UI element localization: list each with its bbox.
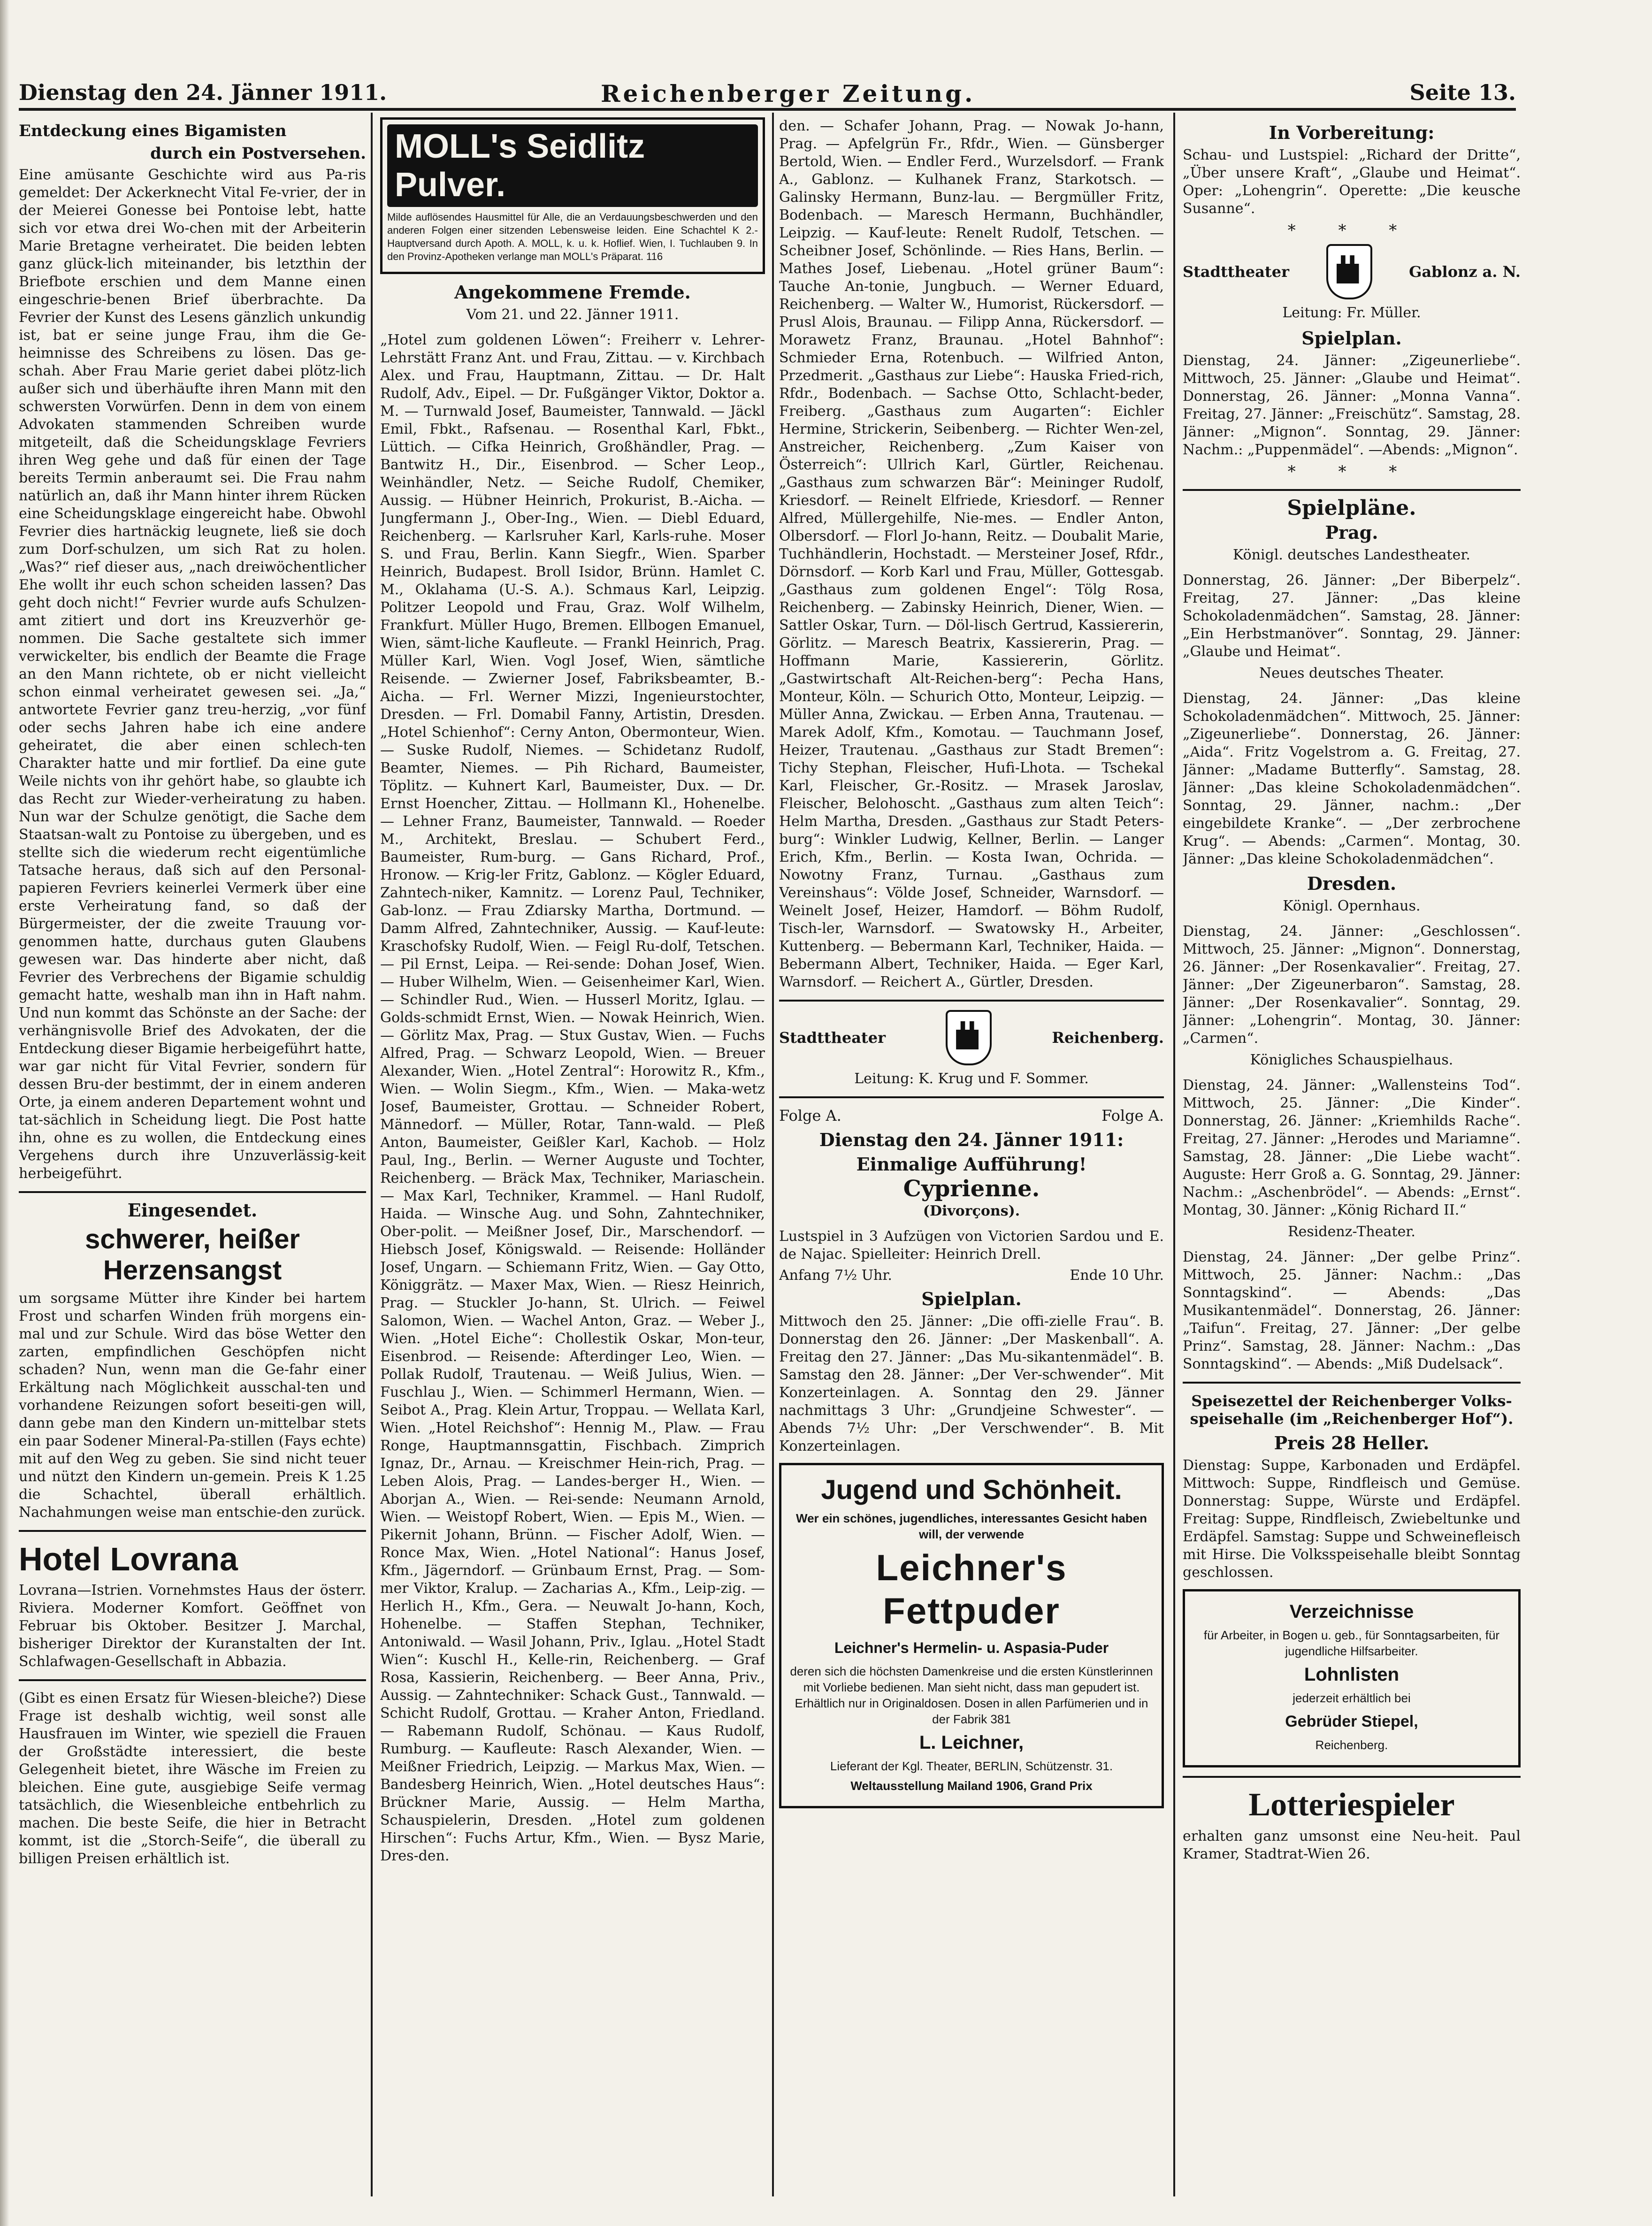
ad-line: Lieferant der Kgl. Theater, BERLIN, Schützenstr. 31.: [830, 1759, 1113, 1773]
folge-row: [779, 1107, 1164, 1124]
ad-title: Lohnlisten: [1304, 1664, 1400, 1685]
ad-line: Leichner's Hermelin- u. Aspasia-Puder: [834, 1639, 1109, 1656]
menu-text: Dienstag: Suppe, Karbonaden und Erdäpfel. Mittwoch: Suppe, Rindfleisch und Gemüse. Donnerstag: Suppe, Würste und Erdäpfel. Freitag: Suppe, Rindfleisch, Zwiebeltunke und Erdäpfel. Samstag: Suppe und Schweinefleisch mit Hirse. Die Volksspeisehalle bleibt Sonntag geschlossen.: [1183, 1457, 1521, 1581]
city-title: Dresden.: [1307, 873, 1397, 894]
spielplan-text: Mittwoch den 25. Jänner: „Die offi-zielle Frau“. B. Donnerstag den 26. Jänner: „Der Maskenball“. A. Freitag den 27. Jänner: „Das Mu-sikantenmädel“. B. Samstag den 28. Jänner: „Der Ver-schwender“. Mit Konzerteinlagen. A. Sonntag den 29. Jänner nachmittags 3 Uhr: „Grundjeine Schwester“. — Abends 7½ Uhr: „Der Verschwender“. B. Mit Konzerteinlagen.: [779, 1313, 1164, 1454]
schedule-text: Donnerstag, 26. Jänner: „Der Biberpelz“. Freitag, 27. Jänner: „Das kleine Schokoladenmädchen“. Samstag, 28. Jänner: „Ein Herbstmanöver“. Sonntag, 29. Jänner: „Glaube und Heimat“.: [1183, 572, 1521, 660]
divider: [1183, 489, 1521, 491]
divider: [19, 1530, 366, 1532]
performance-start: Anfang 7½ Uhr.: [779, 1267, 892, 1284]
column-rule: [772, 113, 774, 2196]
separator-stars: * * *: [1287, 221, 1416, 240]
ad-maker: L. Leichner,: [919, 1732, 1024, 1753]
performance-subtitle: (Divorçons).: [923, 1203, 1020, 1219]
ad-line: Wer ein schönes, jugendliches, interessantes Gesicht haben will, der verwende: [796, 1511, 1147, 1541]
torn-edge: [0, 0, 9, 2226]
header-masthead: Reichenberger Zeitung.: [601, 80, 976, 107]
soap-article: (Gibt es einen Ersatz für Wiesen-bleiche?) Diese Frage ist deshalb wichtig, weil sonst alle Hausfrauen im Winter, wie speziell die Frauen der Großstädte interessiert, die beste Gelegenheit bietet, ihre Wäsche im Freien zu bleichen. Eine gute, ausgiebige Seife vermag tatsächlich, die Wiesenbleiche entbehrlich zu machen. Die beste Seife, die hier in Betracht kommt, ist die „Storch-Seife“, die überall zu billigen Preisen erhältlich ist.: [19, 1690, 366, 1867]
theatre-masthead: [1183, 244, 1521, 299]
theatre-title: Residenz-Theater.: [1288, 1224, 1415, 1240]
theatre-management: Leitung: Fr. Müller.: [1282, 305, 1421, 321]
performance-end: Ende 10 Uhr.: [1070, 1267, 1164, 1284]
ad-firm: Gebrüder Stiepel,: [1285, 1713, 1418, 1730]
article-body: Eine amüsante Geschichte wird aus Pa-ris gemeldet: Der Ackerknecht Vital Fe-vrier, der in der Meierei Gonesse bei Pontoise lebt, hatte sich vor etwa drei Wo-chen mit der Arbeiterin Marie Bretagne verheiratet. Die beiden lebten ganz glück-lich miteinander, bis letzthin der Briefbote erschien und dem Manne einen eingeschrie-benen Brief überbrachte. Da Fevrier der Kunst des Lesens gänzlich unkundig ist, bat er seine junge Frau, ihm die Ge-heimnisse des Schreibens zu lösen. Das ge-schah. Aber Frau Marie geriet dabei plötz-lich außer sich und überhäufte ihren Mann mit den schwersten Vorwürfen. Denn in dem von einem Advokaten stammenden Schreiben wurde mitgeteilt, daß die Scheidungsklage Fevriers ihren Weg gehe und daß für einen der Tage bereits Termin anberaumt sei. Die Frau nahm natürlich an, daß ihr Mann hinter ihrem Rücken eine Scheidungsklage eingereicht habe. Obwohl Fevrier dies hartnäckig leugnete, ließ sie doch zum Dorf-schulzen, um sich Rat zu holen. „Was?“ rief dieser aus, „nach dreiwöchentlicher Ehe wollt ihr euch schon scheiden lassen? Das geht doch nicht!“ Fevrier wurde aufs Schulzen-amt zitiert und dort ins Kreuzverhör ge-nommen. Die Sache gestaltete sich immer verwickelter, bis endlich der Beamte die Frage an den Mann richtete, ob er nicht vielleicht schon einmal verheiratet gewesen sei. „Ja,“ antwortete Fevrier ganz treu-herzig, „vor fünf oder sechs Jahren habe ich eine andere geheiratet, die aber einen schlech-ten Charakter hatte und mir fortlief. Da eine gute Weile nichts von ihr gehört habe, so glaubte ich das Recht zur Wieder-verheiratung zu haben. Nun war der Schulze genötigt, die Sache dem Staatsan-walt zu Pontoise zu übergeben, und es stellte sich die wiederum recht eigentümliche Tatsache heraus, daß sich auf den Personal-papieren Fevriers keinerlei Vermerk über eine erste Verheiratung fand, so daß der Bürgermeister, der die zweite Trauung vor-genommen hatte, durchaus guten Glaubens gewesen war. Das hinderte aber nicht, daß Fevrier des Verbrechens der Bigamie schuldig gemacht hatte, weshalb man ihn in Haft nahm. Und nun kommt das Schönste an der Sache: der verhängnisvolle Brief des Advokaten, der die Entdeckung dieser Bigamie herbeigeführt hatte, war gar nicht für Vital Fevrier, sondern für dessen Bru-der bestimmt, der in einem anderen Orte, ja einem anderen Departement wohnt und tat-sächlich in Scheidung liegt. Die Post hatte ihn, ohne es zu wollen, die Entdeckung eines Vergehens durch ihre Unzuverlässig-keit herbeigeführt.: [19, 167, 366, 1182]
guest-list-continued: den. — Schafer Johann, Prag. — Nowak Jo-hann, Prag. — Apfelgrün Fr., Rfdr., Wien. — Günsberger Bertold, Wien. — Endler Ferd., Wurzelsdorf. — Frank A., Gablonz. — Kulhanek Franz, Starkotsch. — Galinsky Hermann, Bunz-lau. — Bergmüller Fritz, Bodenbach. — Maresch Hermann, Buchhändler, Leipzig. — Kauf-leute: Renelt Rudolf, Tetschen. — Scheibner Josef, Schönlinde. — Ries Hans, Berlin. — Mathes Josef, Liebenau. „Hotel grüner Baum“: Tauche An-tonie, Jungbuch. — Werner Eduard, Reichenberg. — Walter W., Humorist, Rückersdorf. — Prusl Alois, Braunau. — Filipp Anna, Rückersdorf. — Morawetz Franz, Braunau. „Hotel Bahnhof“: Schmieder Erna, Rotenbuch. — Wilfried Anton, Przedmerit. „Gasthaus zur Liebe“: Hauska Fried-rich, Rfdr., Bodenbach. — Sachse Otto, Schlacht-beder, Freiberg. „Gasthaus zum Augarten“: Eichler Hermine, Strickerin, Seibenberg. — Richter Wen-zel, Anstreicher, Reichenberg. „Zum Kaiser von Österreich“: Ullrich Karl, Gürtler, Reichenau. „Gasthaus zum schwarzen Bär“: Meininger Rudolf, Kriesdorf. — Reinelt Elfriede, Kriesdorf. — Renner Alfred, Müllergehilfe, Nie-mes. — Endler Anton, Olbersdorf. — Florl Jo-hann, Reitz. — Doubalit Marie, Tuchhändlerin, Hochstadt. — Mersteiner Josef, Rfdr., Dörnsdorf. — Korb Karl und Frau, Müller, Gottesgab. „Gasthaus zum goldenen Engel“: Tölg Rosa, Reichenberg. — Zabinsky Heinrich, Diener, Wien. — Sattler Oskar, Turn. — Döl-lisch Gertrud, Kassiererin, Görlitz. — Maresch Beatrix, Kassiererin, Prag. — Hoffmann Marie, Kassiererin, Görlitz. „Gastwirtschaft Alt-Reichen-berg“: Pecha Hans, Monteur, Köln. — Schurich Otto, Monteur, Leipzig. — Müller Anna, Zwickau. — Erben Anna, Trautenau. — Marek Adolf, Kfm., Komotau. — Tauchmann Josef, Heizer, Trautenau. „Gasthaus zur Stadt Bremen“: Tichy Stephan, Fleischer, Hufi-Lhota. — Tschekal Karl, Fleischer, Gr.-Rositz. — Mrasek Jaroslav, Fleischer, Belohoscht. „Gasthaus zum alten Teich“: Helm Martha, Dresden. „Gasthaus zur Stadt Peters-burg“: Winkler Ludwig, Kellner, Berlin. — Langer Erich, Kfm., Berlin. — Kosta Iwan, Ochrida. — Nowotny Franz, Turnau. „Gasthaus zum Vereinshaus“: Völde Josef, Schneider, Warnsdorf. — Weinelt Josef, Heizer, Hamdorf. — Böhm Rudolf, Tisch-ler, Warnsdorf. — Swatowsky H., Arbeiter, Kuttenberg. — Bebermann Karl, Techniker, Haida. — Bebermann Albert, Techniker, Haida. — Eger Karl, Warnsdorf. — Reichert A., Gürtler, Dresden.: [779, 118, 1164, 990]
schedule-text: Dienstag, 24. Jänner: „Der gelbe Prinz“. Mittwoch, 25. Jänner: Nachm.: „Das Sonntagskind“. — Abends: „Das Musikantenmädel“. Donnerstag, 26. Jänner: „Taifun“. Freitag, 27. Jänner: „Der gelbe Prinz“. Samstag, 28. Jänner: Nachm.: „Das Sonntagskind“. — Abends: „Miß Dudelsack“.: [1183, 1249, 1521, 1372]
performance-title: Cyprienne.: [903, 1176, 1040, 1202]
moll-banner: MOLL's Seidlitz Pulver.: [387, 124, 758, 207]
theatre-management: Leitung: K. Krug und F. Sommer.: [854, 1071, 1089, 1087]
theatre-name: Stadttheater: [779, 1029, 886, 1047]
divider: [19, 1679, 366, 1681]
column-3: [779, 117, 1164, 2201]
folge-right: Folge A.: [1101, 1107, 1164, 1124]
divider: [1183, 1776, 1521, 1778]
ad-line: Reichenberg.: [1315, 1738, 1388, 1752]
column-1: [19, 117, 366, 2201]
theatre-title: Königl. deutsches Landestheater.: [1233, 547, 1470, 563]
page-header: [19, 75, 1516, 111]
menu-title: Speisezettel der Reichenberger Volks-speisehalle (im „Reichenberger Hof“).: [1190, 1392, 1514, 1428]
theatre-city: Reichenberg.: [1052, 1029, 1164, 1047]
separator-stars: * * *: [1287, 462, 1416, 481]
folge-left: Folge A.: [779, 1107, 841, 1124]
header-date: Dienstag den 24. Jänner 1911.: [19, 80, 387, 105]
divider: [19, 1191, 366, 1193]
theatre-city: Gablonz a. N.: [1409, 263, 1521, 281]
performance-times: [779, 1267, 1164, 1284]
column-2: [380, 117, 765, 2201]
lottery-text: erhalten ganz umsonst eine Neu-heit. Paul Kramer, Stadtrat-Wien 26.: [1183, 1828, 1521, 1862]
ad-line: deren sich die höchsten Damenkreise und die ersten Künstlerinnen mit Vorliebe bedienen. Man sieht nicht, dass man gepudert ist. Erhältlich nur in Originaldosen. Dosen in allen Parfümerien und in der Fabrik 381: [790, 1664, 1153, 1726]
moll-advertisement: [380, 117, 765, 274]
spielplan-title: Spielplan.: [1301, 328, 1402, 349]
column-rule: [371, 113, 373, 2196]
article-title: Entdeckung eines Bigamisten: [19, 122, 287, 140]
section-title: Eingesendet.: [127, 1200, 258, 1221]
schedule-text: Dienstag, 24. Jänner: „Wallensteins Tod“. Mittwoch, 25. Jänner: „Die Kinder“. Donnerstag, 26. Jänner: „Kriemhilds Rache“. Freitag, 27. Jänner: „Herodes und Mariamne“. Samstag, 28. Jänner: „Die Liebe wacht“. Auguste: Herr Groß a. G. Sonntag, 29. Jänner: Nachm.: „Aschenbrödel“. — Abends: „Ernst“. Montag, 30. Jänner: „König Richard II.“: [1183, 1077, 1521, 1218]
lottery-title: Lotteriespieler: [1248, 1787, 1455, 1823]
column-rule: [1173, 113, 1175, 2196]
verzeichnisse-advertisement: [1183, 1589, 1521, 1767]
divider: [779, 1096, 1164, 1098]
theatre-crest-icon: [1326, 244, 1372, 299]
header-page-number: Seite 13.: [1409, 80, 1516, 105]
ad-title: Verzeichnisse: [1289, 1601, 1414, 1622]
hotel-ad-body: Lovrana—Istrien. Vornehmstes Haus der österr. Riviera. Moderner Komfort. Geöffnet von Februar bis Oktober. Besitzer J. Marchal, bisheriger Direktor der Kuranstalten der Int. Schlafwagen-Gesellschaft in Abbazia.: [19, 1582, 366, 1670]
performance-type: Einmalige Aufführung!: [856, 1154, 1087, 1175]
theatre-title: Königliches Schauspielhaus.: [1250, 1052, 1453, 1068]
ad-title: Jugend und Schönheit.: [821, 1475, 1122, 1505]
theatre-title: Neues deutsches Theater.: [1259, 665, 1444, 681]
performance-description: Lustspiel in 3 Aufzügen von Victorien Sardou und E. de Najac. Spielleiter: Heinrich Drell.: [779, 1228, 1164, 1262]
section-title: Angekommene Fremde.: [454, 282, 691, 303]
moll-text: Milde auflösendes Hausmittel für Alle, die an Verdauungsbeschwerden und den anderen Folgen einer sitzenden Lebensweise leiden. Eine Schachtel K 2.- Hauptversand durch Apoth. A. MOLL, k. u. k. Hoflief. Wien, I. Tuchlauben 9. In den Provinz-Apotheken verlange man MOLL's Präparat. 116: [387, 211, 758, 262]
city-title: Prag.: [1325, 522, 1378, 543]
leichner-advertisement: [779, 1463, 1164, 1808]
guest-list: „Hotel zum goldenen Löwen“: Freiherr v. Lehrer-Lehrstätt Franz Ant. und Frau, Zittau. — v. Kirchbach Alex. und Frau, Hauptmann, Zittau. — Dr. Halt Rudolf, Adv., Eipel. — Dr. Fußgänger Viktor, Doktor a. M. — Turnwald Josef, Baumeister, Tannwald. — Jäckl Emil, Fbkt., Rafsenau. — Rosenthal Karl, Fbkt., Lüttich. — Cifka Heinrich, Großhändler, Prag. — Bantwitz H., Dir., Eisenbrod. — Scher Leop., Weinhändler, Netz. — Seiche Rudolf, Chemiker, Aussig. — Hübner Heinrich, Prokurist, B.-Aicha. — Jungfermann J., Ober-Ing., Wien. — Diebl Eduard, Reichenberg. — Karlsruher Karl, Karls-ruhe. Moser S. und Frau, Berlin. Kann Siegfr., Wien. Sparber Heinrich, Budapest. Broll Isidor, Brünn. Hamlet C. M., Oklahama (U.-S. A.). Schmaus Karl, Leipzig. Politzer Leopold und Frau, Graz. Wolf Wilhelm, Frankfurt. Müller Hugo, Bremen. Ellbogen Emanuel, Wien, sämt-liche Kaufleute. — Frankl Heinrich, Prag. Müller Karl, Wien. Vogl Josef, Wien, sämtliche Reisende. — Zwierner Josef, Fabriksbeamter, B.-Aicha. — Frl. Werner Mizzi, Ingenieurstochter, Dresden. — Frl. Domabil Fanny, Artistin, Dresden. „Hotel Schienhof“: Cerny Anton, Obermonteur, Wien. — Suske Rudolf, Niemes. — Schidetanz Rudolf, Beamter, Niemes. — Pih Richard, Baumeister, Töplitz. — Kuhnert Karl, Baumeister, Dux. — Dr. Ernst Hoencher, Zittau. — Hollmann Kl., Hohenelbe. — Lehner Franz, Baumeister, Tannwald. — Roeder M., Architekt, Breslau. — Schubert Ferd., Baumeister, Rum-burg. — Gans Richard, Prof., Hronow. — Krig-ler Fritz, Gablonz. — Kögler Eduard, Zahntech-niker, Kamnitz. — Lorenz Paul, Techniker, Gab-lonz. — Frau Zdiarsky Martha, Dortmund. — Damm Alfred, Zahntechniker, Aussig. — Kauf-leute: Kraschofsky Rudolf, Wien. — Feigl Ru-dolf, Tetschen. — Pil Ernst, Leipa. — Rei-sende: Dohan Josef, Wien. — Huber Wilhelm, Wien. — Geisenheimer Karl, Wien. — Schindler Rud., Wien. — Husserl Moritz, Iglau. — Golds-schmidt Ernst, Wien. — Nowak Heinrich, Wien. — Görlitz Max, Prag. — Stux Gustav, Wien. — Fuchs Alfred, Prag. — Schwarz Leopold, Wien. — Breuer Alexander, Wien. „Hotel Zentral“: Horowitz R., Kfm., Wien. — Wolin Siegm., Kfm., Wien. — Maka-wetz Josef, Baumeister, Grottau. — Schneider Robert, Männedorf. — Müller, Rotar, Tann-wald. — Pleß Anton, Baumeister, Geißler Karl, Kachob. — Holz Paul, Ing., Berlin. — Werner Auguste und Tochter, Reichenberg. — Bräck Max, Techniker, Mariaschein. — Max Karl, Techniker, Krammel. — Hanl Rudolf, Haida. — Winsche Aug. und Sohn, Zahntechniker, Ober-polit. — Meißner Josef, Dir., Marschendorf. — Hiebsch Josef, Königswald. — Reisende: Holländer Josef, Ungarn. — Schiemann Fritz, Wien. — Gay Otto, Königgrätz. — Maxer Max, Wien. — Riesz Heinrich, Prag. — Stuckler Jo-hann, St. Ulrich. — Feiwel Salomon, Wien. — Wachel Anton, Graz. — Weber J., Wien. „Hotel Eiche“: Chollestik Oskar, Mon-teur, Eisenbrod. — Reisende: Afterdinger Leo, Wien. — Pollak Rudolf, Trautenau. — Weiß Julius, Wien. — Fuschlau J., Wien. — Schimmerl Hermann, Wien. — Seibot A., Prag. Klein Artur, Troppau. — Wellata Karl, Wien. „Hotel Reichshof“: Hennig M., Plaw. — Frau Ronge, Hauptmannsgattin, Fischbach. Zimprich Ignaz, Dr., Arnau. — Kreischmer Hein-rich, Prag. — Leben Alois, Prag. — Landes-berger H., Wien. — Aborjan A., Wien. — Rei-sende: Neumann Arnold, Wien. — Weistopf Robert, Wien. — Epis M., Wien. — Pikernit Johann, Brünn. — Fischer Adolf, Wien. — Ronce Max, Wien. „Hotel National“: Hanus Josef, Kfm., Jägerndorf. — Grünbaum Ernst, Prag. — Som-mer Viktor, Kralup. — Zacharias A., Kfm., Leip-zig. — Herlich H., Kfm., Gera. — Neuwalt Jo-hann, Koch, Hohenelbe. — Staffen Stephan, Techniker, Antoniwald. — Wasil Johann, Priv., Iglau. „Hotel Stadt Wien“: Kuschl H., Kelle-rin, Reichenberg. — Graf Rosa, Kassierin, Reichenberg. — Beer Anna, Priv., Aussig. — Zahntechniker: Schack Gust., Tannwald. — Schicht Rudolf, Grottau. — Kraher Anton, Friedland. — Rabemann Rudolf, Schönau. — Kaus Rudolf, Rumburg. — Kaufleute: Rasch Alexander, Wien. — Meißner Friedrich, Leipzig. — Markus Max, Wien. — Bandesberg Heinrich, Wien. „Hotel deutsches Haus“: Brückner Marie, Aussig. — Helm Martha, Schauspielerin, Dresden. „Hotel zum goldenen Hirschen“: Fuchs Artur, Kfm., Wien. — Bysz Marie, Dres-den.: [380, 332, 765, 1864]
spielplan-text: Dienstag, 24. Jänner: „Zigeunerliebe“. Mittwoch, 25. Jänner: „Glaube und Heimat“. Donnerstag, 26. Jänner: „Monna Vanna“. Freitag, 27. Jänner: „Freischütz“. Samstag, 28. Jänner: „Mignon“. Sonntag, 29. Jänner: Nachm.: „Puppenmädel“. —Abends: „Mignon“.: [1183, 352, 1521, 458]
theatre-title: Königl. Opernhaus.: [1283, 898, 1421, 914]
divider: [1183, 1382, 1521, 1384]
divider: [779, 1000, 1164, 1002]
theatre-crest-icon: [946, 1010, 992, 1065]
hotel-ad-title: Hotel Lovrana: [19, 1541, 238, 1577]
ad-line: Weltausstellung Mailand 1906, Grand Prix: [850, 1779, 1093, 1793]
schedule-text: Dienstag, 24. Jänner: „Das kleine Schokoladenmädchen“. Mittwoch, 25. Jänner: „Zigeunerliebe“. Donnerstag, 26. Jänner: „Aida“. Fritz Vogelstrom a. G. Freitag, 27. Jänner: „Madame Butterfly“. Samstag, 28. Jänner: „Das kleine Schokoladenmädchen“. Sonntag, 29. Jänner, nachm.: „Der eingebildete Kranke“. — „Der zerbrochene Krug“. — Abends: „Carmen“. Montag, 30. Jänner: „Das kleine Schokoladenmädchen“.: [1183, 690, 1521, 867]
article-subtitle: durch ein Postversehen.: [150, 144, 366, 163]
ad-brand: Leichner's Fettpuder: [876, 1547, 1067, 1631]
theatre-name: Stadttheater: [1183, 263, 1289, 281]
section-date: Vom 21. und 22. Jänner 1911.: [466, 306, 679, 323]
ad-line: für Arbeiter, in Bogen u. geb., für Sonntagsarbeiten, für jugendliche Hilfsarbeiter.: [1203, 1628, 1500, 1658]
menu-price: Preis 28 Heller.: [1274, 1432, 1430, 1453]
ad-body: um sorgsame Mütter ihre Kinder bei hartem Frost und scharfen Winden früh morgens ein-mal und zur Schule. Wird das böse Wetter den zarten, empfindlichen Geschöpfen nicht schaden? Nun, wenn man die Ge-fahr einer Erkältung nach Möglichkeit ausschal-ten und vorhandene Reizungen sofort beseiti-gen will, dann gebe man den Kindern un-mittelbar stets ein paar Sodener Mineral-Pa-stillen (Fays echte) mit auf den Weg zu geben. Sie sind nicht teuer und nützt den Kindern un-gemein. Preis K 1.25 die Schachtel, überall erhältlich. Nachahmungen weise man entschie-den zurück.: [19, 1290, 366, 1521]
column-4: [1183, 117, 1521, 2201]
theatre-masthead: [779, 1010, 1164, 1065]
schedule-text: Dienstag, 24. Jänner: „Geschlossen“. Mittwoch, 25. Jänner: „Mignon“. Donnerstag, 26. Jänner: „Der Rosenkavalier“. Freitag, 27. Jänner: „Der Zigeunerbaron“. Samstag, 28. Jänner: „Der Rosenkavalier“. Sonntag, 29. Jänner: „Lohengrin“. Montag, 30. Jänner: „Carmen“.: [1183, 923, 1521, 1047]
section-title: Spielpläne.: [1287, 496, 1416, 520]
ad-headline: schwerer, heißer Herzensangst: [85, 1224, 300, 1285]
spielplan-title: Spielplan.: [921, 1288, 1022, 1309]
ad-line: jederzeit erhältlich bei: [1293, 1691, 1411, 1705]
section-body: Schau- und Lustspiel: „Richard der Dritte“, „Über unsere Kraft“, „Glaube und Heimat“. Oper: „Lohengrin“. Operette: „Die keusche Susanne“.: [1183, 147, 1521, 217]
performance-date: Dienstag den 24. Jänner 1911:: [819, 1129, 1124, 1150]
section-title: In Vorbereitung:: [1269, 122, 1435, 143]
